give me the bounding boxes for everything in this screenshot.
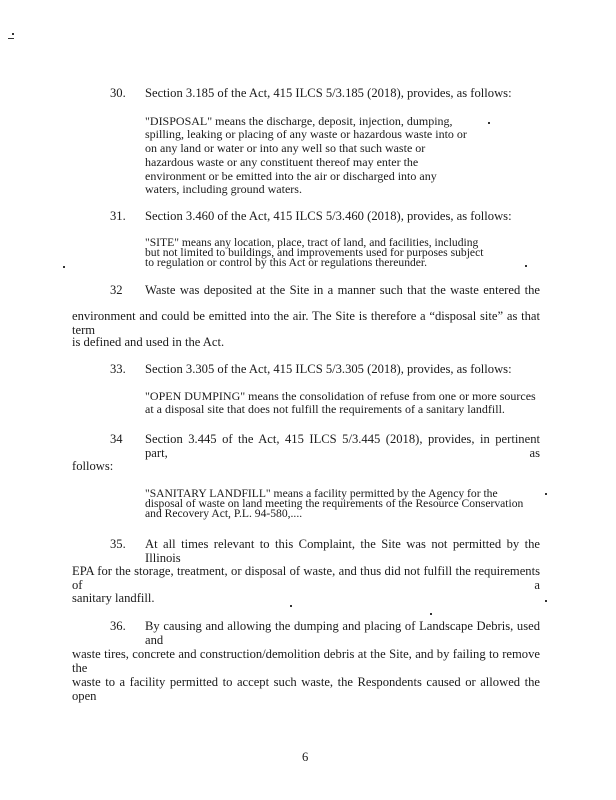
paragraph-text: By causing and allowing the dumping and placing of Landscape Debris, used and: [145, 619, 540, 647]
scan-speck: [8, 38, 14, 39]
quote-line: but not limited to buildings, and improvements used for purposes subject: [145, 246, 484, 259]
quote-line: at a disposal site that does not fulfill the requirements of a sanitary landfill.: [145, 402, 505, 416]
paragraph-text: Section 3.460 of the Act, 415 ILCS 5/3.460 (2018), provides, as follows:: [145, 209, 512, 223]
scan-speck: [430, 613, 432, 615]
quote-line: on any land or water or into any well so that such waste or: [145, 141, 426, 155]
quote-line: spilling, leaking or placing of any waste or hazardous waste into or: [145, 127, 467, 141]
quote-line: disposal of waste on land meeting the requirements of the Resource Conservation: [145, 497, 524, 510]
scan-speck: [63, 266, 65, 268]
paragraph-text: sanitary landfill.: [72, 591, 155, 605]
quote-line: "DISPOSAL" means the discharge, deposit, injection, dumping,: [145, 114, 453, 128]
paragraph-text: environment and could be emitted into the air. The Site is therefore a “disposal site” as that term: [72, 309, 540, 337]
paragraph-number: 32: [110, 283, 123, 297]
scan-speck: [525, 265, 527, 267]
paragraph-text: waste tires, concrete and construction/demolition debris at the Site, and by failing to remove the: [72, 647, 540, 675]
paragraph-number: 31.: [110, 209, 126, 223]
scan-speck: [545, 600, 547, 602]
quote-line: environment or be emitted into the air or discharged into any: [145, 169, 437, 183]
quote-line: to regulation or control by this Act or regulations thereunder.: [145, 256, 428, 269]
paragraph-text: Section 3.445 of the Act, 415 ILCS 5/3.445 (2018), provides, in pertinent part, as: [145, 432, 540, 460]
paragraph-text: is defined and used in the Act.: [72, 335, 225, 349]
paragraph-number: 35.: [110, 537, 126, 551]
paragraph-text: follows:: [72, 459, 114, 473]
paragraph-number: 36.: [110, 619, 126, 633]
paragraph-number: 33.: [110, 362, 126, 376]
paragraph-text: At all times relevant to this Complaint, the Site was not permitted by the Illinois: [145, 537, 540, 565]
quote-line: hazardous waste or any constituent thereof may enter the: [145, 155, 419, 169]
quote-line: "OPEN DUMPING" means the consolidation of refuse from one or more sources: [145, 389, 536, 403]
paragraph-text: waste to a facility permitted to accept such waste, the Respondents caused or allowed the open: [72, 675, 540, 703]
paragraph-text: EPA for the storage, treatment, or disposal of waste, and thus did not fulfill the requirements of a: [72, 564, 540, 592]
quote-line: and Recovery Act, P.L. 94-580,....: [145, 507, 303, 520]
scan-speck: [290, 605, 292, 607]
paragraph-number: 34: [110, 432, 123, 446]
scan-speck: [545, 493, 547, 495]
paragraph-text: Section 3.185 of the Act, 415 ILCS 5/3.185 (2018), provides, as follows:: [145, 86, 512, 100]
paragraph-number: 30.: [110, 86, 126, 100]
page-number: 6: [302, 750, 309, 764]
scan-speck: [12, 33, 14, 35]
quote-line: "SITE" means any location, place, tract of land, and facilities, including: [145, 236, 479, 249]
paragraph-text: Section 3.305 of the Act, 415 ILCS 5/3.305 (2018), provides, as follows:: [145, 362, 512, 376]
scan-speck: [488, 122, 490, 124]
quote-line: waters, including ground waters.: [145, 182, 302, 196]
paragraph-text: Waste was deposited at the Site in a manner such that the waste entered the: [145, 283, 540, 297]
quote-line: "SANITARY LANDFILL" means a facility permitted by the Agency for the: [145, 487, 498, 500]
